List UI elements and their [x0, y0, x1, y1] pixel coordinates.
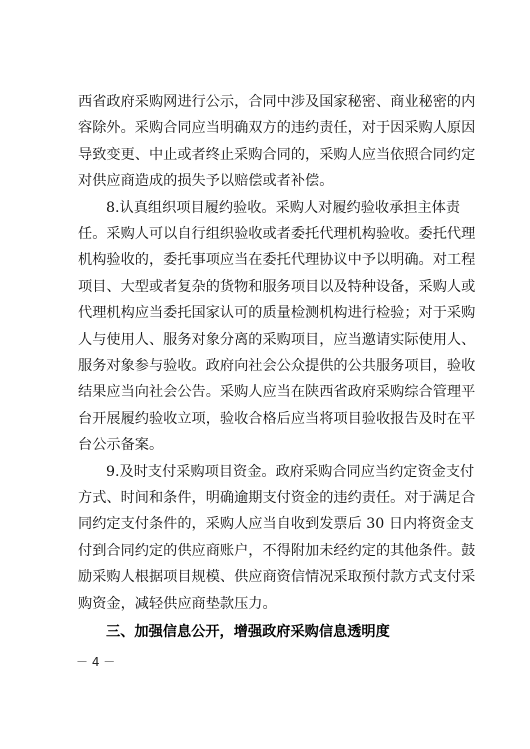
text-line: 同约定支付条件的，采购人应当自收到发票后 30 日内将资金支 — [78, 516, 474, 533]
text-line: 9.及时支付采购项目资金。政府采购合同应当约定资金支付 — [106, 463, 475, 480]
text-line: 人与使用人、服务对象分离的采购项目，应当邀请实际使用人、 — [78, 331, 476, 348]
text-line: 方式、时间和条件，明确逾期支付资金的违约责任。对于满足合 — [78, 490, 476, 506]
text-line: 8.认真组织项目履约验收。采购人对履约验收承担主体责 — [106, 199, 461, 216]
text-line: 购资金，减轻供应商垫款压力。 — [78, 595, 277, 612]
section-heading: 三、加强信息公开，增强政府采购信息透明度 — [106, 624, 390, 640]
text-line: 项目、大型或者复杂的货物和服务项目以及特种设备，采购人或 — [78, 278, 476, 295]
text-line: 付到合同约定的供应商账户，不得附加未经约定的其他条件。鼓 — [78, 542, 476, 559]
text-line: 任。采购人可以自行组织验收或者委托代理机构验收。委托代理 — [78, 226, 476, 242]
page-number: － 4 － — [76, 655, 116, 669]
text-line: 台开展履约验收立项，验收合格后应当将项目验收报告及时在平 — [78, 410, 476, 427]
text-line: 容除外。采购合同应当明确双方的违约责任，对于因采购人原因 — [78, 120, 476, 137]
text-line: 励采购人根据项目规模、供应商资信情况采取预付款方式支付采 — [78, 569, 476, 586]
text-line: 结果应当向社会公告。采购人应当在陕西省政府采购综合管理平 — [78, 384, 476, 401]
text-line: 服务对象参与验收。政府向社会公众提供的公共服务项目，验收 — [78, 358, 476, 374]
text-line: 台公示备案。 — [78, 437, 164, 454]
text-line: 西省政府采购网进行公示，合同中涉及国家秘密、商业秘密的内 — [78, 94, 476, 110]
text-line: 导致变更、中止或者终止采购合同的，采购人应当依照合同约定 — [78, 146, 476, 163]
text-line: 机构验收的，委托事项应当在委托代理协议中予以明确。对工程 — [78, 252, 476, 269]
text-line: 对供应商造成的损失予以赔偿或者补偿。 — [78, 173, 334, 190]
text-line: 代理机构应当委托国家认可的质量检测机构进行检验；对于采购 — [78, 305, 476, 322]
